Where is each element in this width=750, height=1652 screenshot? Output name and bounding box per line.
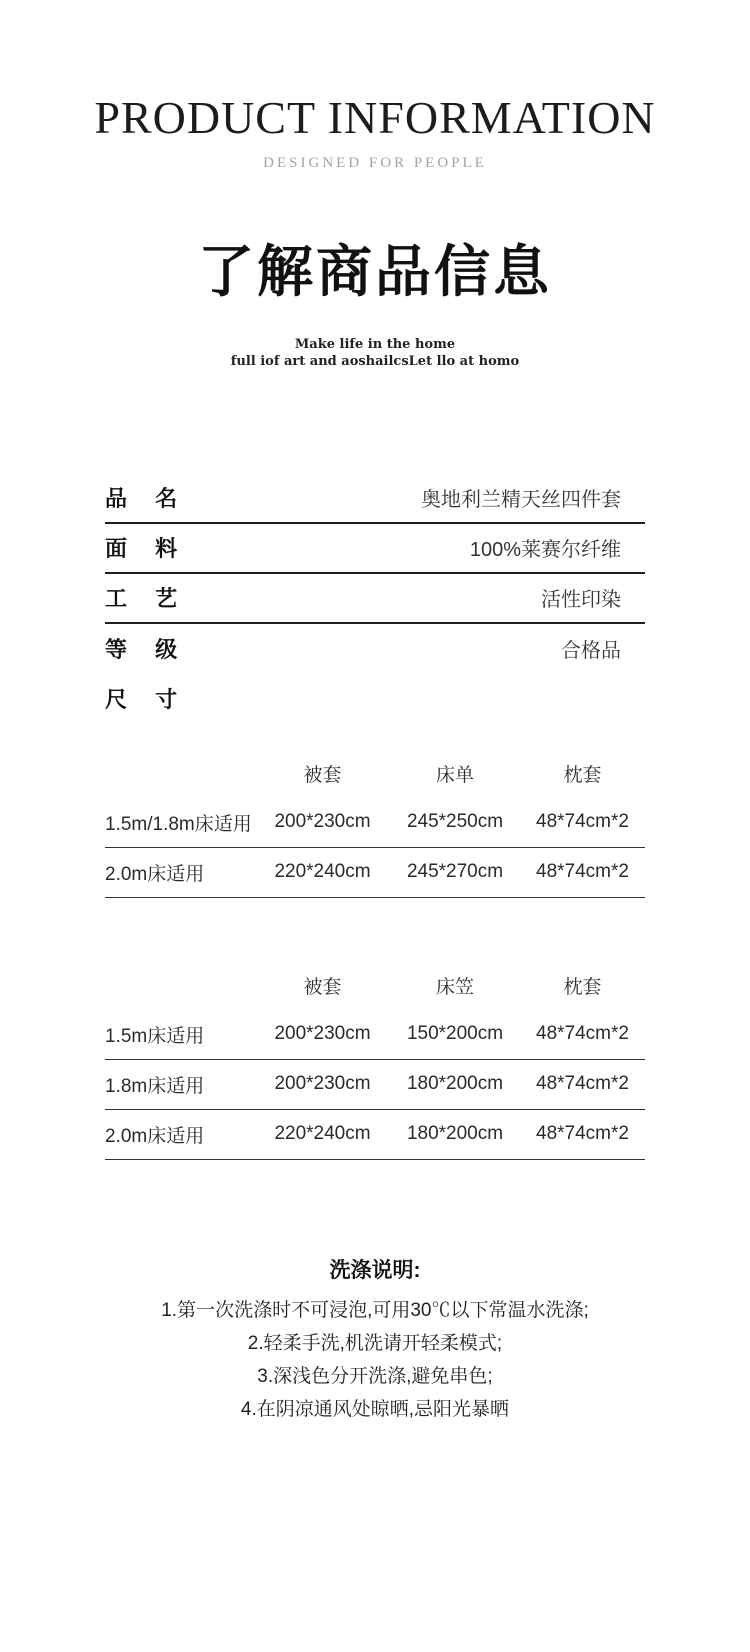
table-header-row: [105, 750, 645, 798]
size-table-flat-sheet: [105, 750, 645, 898]
spec-row-name: [105, 474, 645, 524]
column-header: 枕套: [563, 765, 602, 787]
size-cell: 220*240cm: [274, 1123, 371, 1145]
spec-label: 面 料: [105, 536, 178, 562]
product-specs: [105, 474, 645, 724]
spec-row-size: [105, 674, 645, 724]
page-subtitle: DESIGNED FOR PEOPLE: [263, 154, 487, 171]
washing-instructions: [0, 1254, 750, 1426]
size-cell: 200*230cm: [274, 811, 371, 833]
tagline-line-2: full iof art and aoshailcsLet llo at homo: [230, 353, 520, 369]
table-row: [105, 1060, 645, 1110]
table-row: [105, 798, 645, 848]
size-cell: 245*250cm: [406, 811, 504, 833]
spec-row-craft: [105, 574, 645, 624]
spec-row-grade: [105, 624, 645, 674]
size-cell: 180*200cm: [406, 1073, 504, 1095]
size-cell: 180*200cm: [406, 1123, 504, 1145]
heading-cn: 了解商品信息: [198, 239, 552, 303]
row-label: 2.0m床适用: [105, 1125, 205, 1147]
size-cell: 48*74cm*2: [536, 811, 629, 833]
spec-label: 等 级: [105, 637, 178, 663]
spec-value: 100%莱赛尔纤维: [469, 539, 621, 562]
row-label: 1.5m床适用: [105, 1025, 205, 1047]
size-cell: 150*200cm: [406, 1023, 504, 1045]
washing-item-1: 1.第一次洗涤时不可浸泡,可用30℃以下常温水洗涤;: [161, 1299, 589, 1321]
size-cell: 220*240cm: [274, 861, 371, 883]
washing-item-2: 2.轻柔手洗,机洗请开轻柔模式;: [247, 1332, 503, 1354]
size-cell: 48*74cm*2: [536, 1073, 629, 1095]
table-row: [105, 848, 645, 898]
column-header: 被套: [303, 765, 342, 787]
column-header: 床笠: [435, 977, 474, 999]
size-cell: 245*270cm: [406, 861, 504, 883]
row-label: 1.5m/1.8m床适用: [105, 813, 252, 835]
column-header: 枕套: [563, 977, 602, 999]
size-cell: 48*74cm*2: [536, 1023, 629, 1045]
spec-label: 工 艺: [105, 586, 178, 612]
column-header: 床单: [435, 765, 474, 787]
table-row: [105, 1110, 645, 1160]
spec-row-fabric: [105, 524, 645, 574]
size-cell: 48*74cm*2: [536, 1123, 629, 1145]
spec-label: 尺 寸: [105, 687, 178, 713]
size-cell: 48*74cm*2: [536, 861, 629, 883]
washing-item-4: 4.在阴凉通风处晾晒,忌阳光暴晒: [240, 1398, 510, 1420]
tagline: [0, 336, 750, 370]
spec-value: 奥地利兰精天丝四件套: [421, 489, 621, 512]
column-header: 被套: [303, 977, 342, 999]
washing-title: 洗涤说明:: [329, 1258, 421, 1282]
spec-value: 合格品: [561, 640, 621, 663]
page-title: PRODUCT INFORMATION: [94, 92, 656, 143]
spec-label: 品 名: [105, 486, 178, 512]
table-header-row: [105, 962, 645, 1010]
size-cell: 200*230cm: [274, 1023, 371, 1045]
washing-item-3: 3.深浅色分开洗涤,避免串色;: [257, 1365, 493, 1387]
tagline-line-1: Make life in the home: [294, 336, 456, 352]
size-table-fitted-sheet: [105, 962, 645, 1160]
row-label: 1.8m床适用: [105, 1075, 205, 1097]
spec-value: 活性印染: [541, 589, 621, 612]
size-cell: 200*230cm: [274, 1073, 371, 1095]
row-label: 2.0m床适用: [105, 863, 205, 885]
table-row: [105, 1010, 645, 1060]
